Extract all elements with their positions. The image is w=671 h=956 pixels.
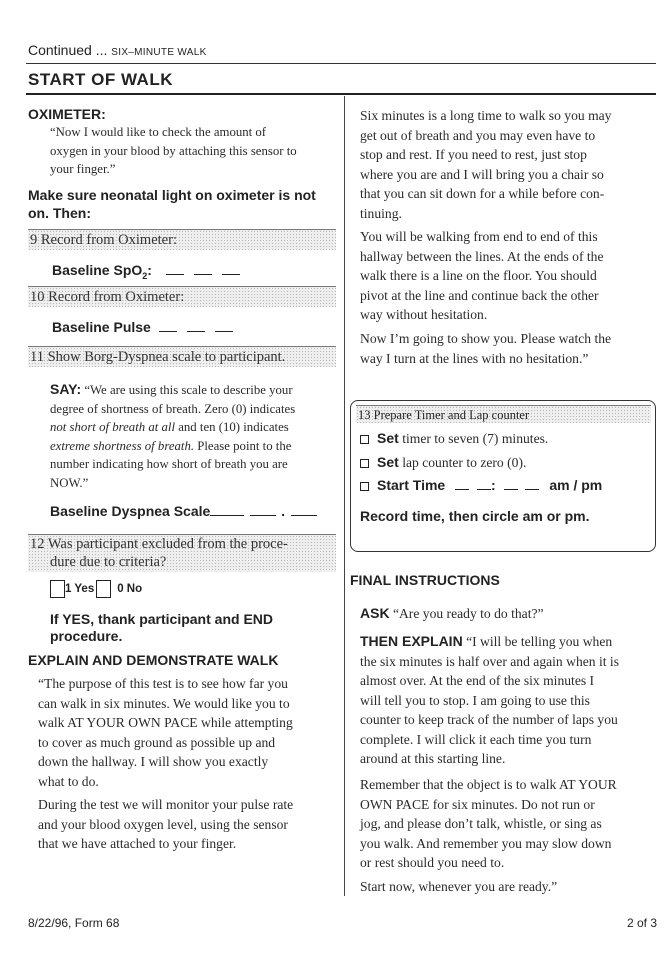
continued-label: Continued ... (28, 42, 108, 58)
pulse-blank-2[interactable] (187, 319, 205, 332)
footer-form-date: 8/22/96, Form 68 (28, 916, 120, 930)
spo2-blank-1[interactable] (166, 262, 184, 275)
text-line: lap counter to zero (0). (398, 455, 527, 470)
text-line: way without hesitation. (360, 307, 488, 322)
start-time-label: Start Time (377, 477, 446, 493)
text-line: “I will be telling you when (462, 634, 613, 649)
no-checkbox[interactable] (96, 580, 111, 598)
text-line: NOW.” (50, 475, 89, 490)
spo2-blank-2[interactable] (194, 262, 212, 275)
text-line: number indicating how short of breath you are (50, 457, 288, 471)
step-11-bar: 11 Show Borg-Dyspnea scale to participant. (28, 346, 336, 367)
explain-heading: EXPLAIN AND DEMONSTRATE WALK (28, 652, 279, 668)
spo2-subscript: 2 (142, 270, 148, 281)
text-line: or rest should you need to. (360, 855, 505, 870)
hour-blank-2[interactable] (477, 477, 491, 490)
text-line: where you are and I will bring you a chair so (360, 166, 604, 182)
italic-text: extreme shortness of breath. (50, 438, 195, 453)
pulse-label: Baseline Pulse (52, 319, 151, 335)
text-line: complete. I will click it each time you turn (360, 731, 592, 747)
set-bold: Set (377, 454, 399, 470)
text-line: will tell you to stop. I am going to use this (360, 692, 590, 708)
oximeter-heading: OXIMETER: (28, 106, 106, 122)
start-time-row (360, 477, 602, 493)
explain-para-1 (38, 674, 293, 791)
text-line: walk there is a line on the floor. You should (360, 268, 597, 283)
text-line: pivot at the line and continue back the other (360, 287, 599, 303)
spo2-colon: : (147, 262, 152, 278)
section-title: START OF WALK (28, 70, 173, 89)
text-line: around at this starting line. (360, 751, 506, 766)
text-line: You will be walking from end to end of this (360, 229, 598, 244)
set-lap-row (360, 453, 526, 473)
header-rule (26, 63, 656, 64)
text-line: and your blood oxygen level, using the sensor (38, 816, 288, 832)
oximeter-quote (50, 123, 297, 179)
text-line: During the test we will monitor your pulse rate (38, 797, 294, 812)
italic-text: not short of breath at all (50, 420, 176, 434)
hour-blank-1[interactable] (455, 477, 469, 490)
pulse-blank-1[interactable] (159, 319, 177, 332)
step-9-bar: 9 Record from Oximeter: (28, 229, 336, 250)
start-now-line: Start now, whenever you are ready.” (360, 879, 558, 894)
text-line: Make sure neonatal light on oximeter is not (28, 187, 316, 203)
right-para-2 (360, 227, 604, 325)
footer-page-number: 2 of 3 (626, 916, 657, 930)
text-line: timer to seven (7) minutes. (398, 431, 549, 446)
text-line: way I turn at the lines with no hesitation.” (360, 350, 589, 366)
text-line: procedure. (50, 628, 123, 644)
text-line: If YES, thank participant and END (50, 611, 274, 627)
section-rule (26, 93, 656, 95)
dyspnea-blank-3[interactable] (291, 503, 317, 516)
text-line: “We are using this scale to describe your (84, 383, 293, 397)
text-line: “The purpose of this test is to see how far you (38, 676, 288, 691)
text-line: counter to keep track of the number of laps you (360, 712, 618, 727)
oximeter-instruction (28, 186, 316, 222)
column-divider (344, 96, 345, 896)
text-line: Now I’m going to show you. Please watch the (360, 331, 612, 346)
minute-blank-1[interactable] (504, 477, 518, 490)
exclusion-end-note (50, 611, 273, 645)
text-line: oxygen in your blood by attaching this sensor to (50, 143, 297, 158)
text-line: almost over. At the end of the six minutes I (360, 673, 595, 688)
no-label: 0 No (117, 583, 143, 596)
set-bold: Set (377, 430, 399, 446)
ask-label: ASK (360, 605, 390, 621)
text-line: your finger.” (50, 162, 116, 176)
continued-section: SIX–MINUTE WALK (111, 47, 207, 58)
dyspnea-blank-2[interactable] (250, 503, 276, 516)
text-line: tinuing. (360, 205, 402, 221)
text-line: on. Then: (28, 205, 91, 221)
record-time-note: Record time, then circle am or pm. (360, 508, 590, 524)
say-block (50, 380, 340, 492)
text-line: you walk. And remember you may slow down (360, 835, 612, 851)
yes-label: 1 Yes (65, 583, 95, 596)
text-line: Six minutes is a long time to walk so you may (360, 108, 612, 123)
dyspnea-label: Baseline Dyspnea Scale (50, 503, 211, 519)
text-line: down the hallway. I will show you exactly (38, 754, 269, 769)
text-line: what to do. (38, 773, 99, 789)
text-line: Remember that the object is to walk AT YOUR (360, 777, 617, 792)
yes-checkbox[interactable] (50, 580, 65, 598)
time-colon: : (491, 477, 496, 493)
dyspnea-blank-1[interactable] (210, 503, 244, 516)
text-line: can walk in six minutes. We would like you to (38, 695, 290, 711)
spo2-blank-3[interactable] (222, 262, 240, 275)
then-explain-label: THEN EXPLAIN (360, 633, 463, 649)
minute-blank-2[interactable] (525, 477, 539, 490)
set-timer-checkbox[interactable] (360, 435, 369, 444)
step-12-bar (28, 534, 336, 572)
final-heading: FINAL INSTRUCTIONS (350, 572, 500, 588)
dyspnea-field (50, 503, 317, 519)
text-line: stop and rest. If you need to rest, just stop (360, 147, 587, 162)
text-line: that we have attached to your finger. (38, 836, 237, 851)
text-line: degree of shortness of breath. Zero (0) indicates (50, 401, 296, 416)
remember-para (360, 775, 617, 873)
text-line: to cover as much ground as possible up and (38, 734, 276, 750)
start-time-checkbox[interactable] (360, 482, 369, 491)
text-line: Please point to the (194, 438, 292, 453)
text-line: walk AT YOUR OWN PACE while attempting (38, 715, 293, 730)
step-13-bar: 13 Prepare Timer and Lap counter (356, 405, 651, 423)
then-explain-para (360, 632, 619, 769)
text-line: OWN PACE for six minutes. Do not run or (360, 796, 595, 812)
ampm-label: am / pm (549, 477, 603, 493)
baseline-pulse-field (52, 319, 233, 335)
explain-para-2 (38, 795, 293, 854)
baseline-spo2-field (52, 262, 240, 281)
right-para-3 (360, 329, 611, 368)
text-line: dure due to criteria? (50, 554, 167, 570)
text-line: that you can sit down for a while before con- (360, 186, 605, 201)
spo2-label: Baseline SpO (52, 262, 143, 278)
continued-header (28, 42, 207, 58)
text-line: hallway between the lines. At the ends of the (360, 248, 604, 264)
ask-line (360, 604, 544, 624)
pulse-blank-3[interactable] (215, 319, 233, 332)
set-timer-row (360, 429, 548, 449)
text-line: 12 Was participant excluded from the proce- (30, 536, 288, 552)
text-line: and ten (10) indicates (175, 420, 289, 434)
step-10-bar: 10 Record from Oximeter: (28, 286, 336, 307)
dyspnea-decimal: . (281, 503, 285, 519)
text-line: jog, and please don’t talk, whistle, or sing as (360, 816, 602, 831)
set-lap-checkbox[interactable] (360, 459, 369, 468)
text-line: “Are you ready to do that?” (389, 606, 544, 621)
right-para-1 (360, 106, 611, 223)
text-line: the six minutes is half over and again when it is (360, 653, 619, 669)
say-label: SAY: (50, 381, 82, 397)
text-line: get out of breath and you may even have to (360, 127, 596, 143)
exclusion-options (50, 580, 142, 598)
text-line: “Now I would like to check the amount of (50, 125, 267, 139)
